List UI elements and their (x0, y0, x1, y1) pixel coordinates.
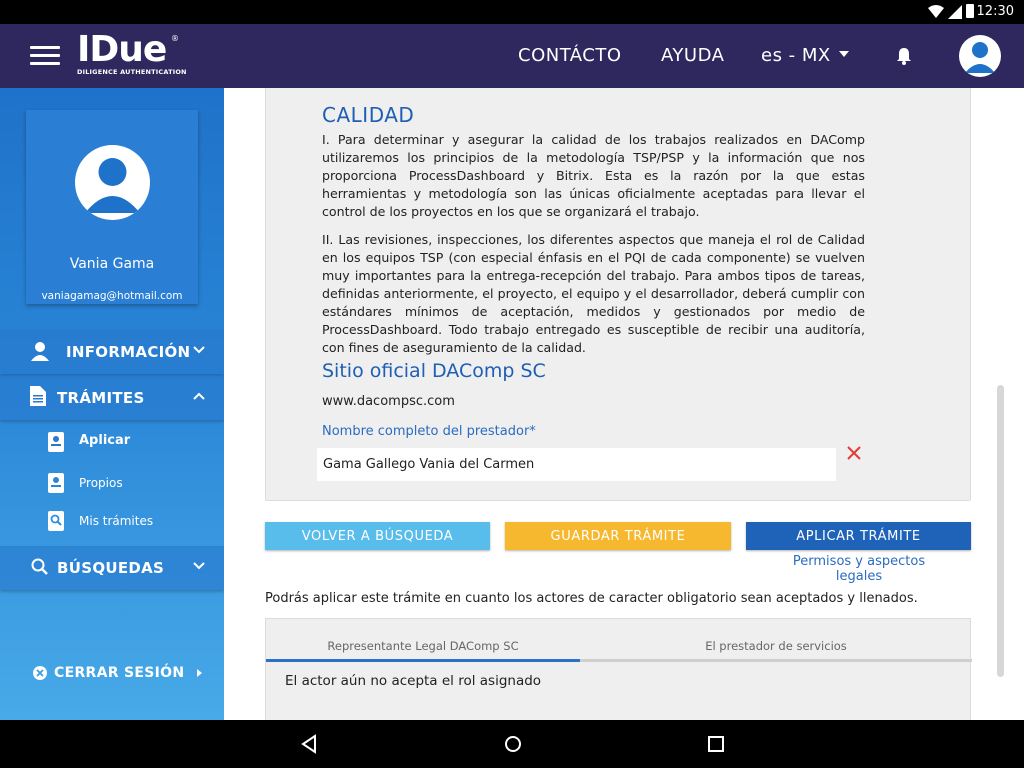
apply-button[interactable]: APLICAR TRÁMITE (746, 522, 971, 550)
nav-ayuda[interactable]: AYUDA (661, 45, 725, 66)
user-icon (75, 145, 150, 220)
main-content (224, 88, 1024, 720)
paragraph-2: II. Las revisiones, inspecciones, los diferentes aspectos que maneja el rol de Calidad en los equipos TSP (con especial énfasis en el PQI de cada componente) se vuelven muy importantes para la entrega-recepción del trabajo. Para ambos tipos de tareas, definidas anteriormente, el proyecto, el equipo y el desarrollador, deberá cumplir con estándares mínimos de aceptación, medidos y gestionados por medio de ProcessDashboard. Todo trabajo entregado es susceptible de recibir una auditoría, con fines de aseguramiento de la calidad. (322, 232, 865, 355)
chevron-right-icon (197, 669, 202, 677)
section-heading: CALIDAD (322, 103, 415, 127)
logo-registered: ® (171, 34, 179, 43)
site-heading: Sitio oficial DAComp SC (322, 360, 546, 382)
profile-name: Vania Gama (69, 256, 155, 272)
search-icon (31, 558, 49, 576)
permisos-link[interactable]: Permisos y aspectos legales (792, 554, 926, 584)
profile-avatar[interactable] (75, 145, 150, 220)
clear-icon[interactable] (846, 445, 862, 461)
tab-message: El actor aún no acepta el rol asignado (285, 673, 542, 689)
sidebar (0, 88, 224, 720)
home-icon[interactable] (503, 734, 523, 754)
badge-icon (47, 473, 65, 493)
document-card (265, 88, 971, 501)
user-icon (959, 35, 1001, 77)
signal-icon (948, 5, 962, 19)
status-time: 12:30 (976, 4, 1014, 19)
close-circle-icon (33, 666, 47, 680)
nav-contacto[interactable]: CONTÁCTO (518, 45, 622, 66)
logo-text: IDue (77, 29, 167, 70)
back-icon[interactable] (299, 734, 319, 754)
site-url: www.dacompsc.com (322, 394, 455, 409)
sidebar-tramites-label: TRÁMITES (57, 389, 145, 407)
scrollbar[interactable] (997, 385, 1004, 677)
language-value: es - MX (761, 45, 831, 66)
sidebar-item-propios[interactable] (0, 465, 224, 501)
sidebar-item-mis-tramites[interactable] (0, 503, 224, 539)
chevron-up-icon (192, 389, 206, 403)
paragraph-1: I. Para determinar y asegurar la calidad de los trabajos realizados en DAComp utilizaremos los principios de la metodología TSP/PSP y la información que nos proporciona ProcessDashboard y Bitrix. Esta es la razón por la que estas herramientas y metodología son las únicas oficialmente aceptadas para llevar el control de los proyectos en los que se organizará el trabajo. (322, 132, 865, 219)
bell-icon[interactable] (894, 46, 914, 66)
save-button[interactable]: GUARDAR TRÁMITE (505, 522, 731, 550)
tab-representante-legal[interactable]: Representante Legal DAComp SC (327, 639, 519, 653)
info-text: Podrás aplicar este trámite en cuanto los actores de caracter obligatorio sean aceptados y llenados. (265, 591, 918, 606)
back-to-search-button[interactable]: VOLVER A BÚSQUEDA (265, 522, 490, 550)
search-document-icon (47, 511, 65, 531)
app-bar (0, 24, 1024, 88)
language-select[interactable] (761, 45, 849, 66)
prestador-name-input[interactable] (317, 448, 836, 481)
caret-down-icon (839, 51, 849, 57)
actors-tabs (265, 618, 971, 720)
sidebar-informacion-label: INFORMACIÓN (66, 343, 191, 361)
logout-label: CERRAR SESIÓN (54, 665, 185, 681)
profile-card (26, 110, 198, 304)
tab-active-indicator (266, 659, 580, 662)
wifi-icon (928, 5, 944, 19)
person-icon (30, 341, 50, 361)
sidebar-section-tramites[interactable] (0, 376, 224, 420)
sidebar-item-aplicar[interactable] (0, 424, 224, 460)
battery-icon (966, 4, 974, 18)
sidebar-busquedas-label: BÚSQUEDAS (57, 559, 165, 577)
app-logo[interactable] (77, 29, 187, 80)
sidebar-item-label: Propios (79, 476, 123, 490)
chevron-down-icon (192, 343, 206, 357)
sidebar-section-informacion[interactable] (0, 330, 224, 374)
sidebar-section-busquedas[interactable] (0, 546, 224, 590)
logo-subtitle: DILIGENCE AUTHENTICATION (77, 68, 187, 76)
logout-button[interactable] (0, 658, 224, 690)
profile-email: vaniagamag@hotmail.com (41, 290, 183, 302)
sidebar-item-label: Aplicar (79, 433, 131, 448)
sidebar-item-label: Mis trámites (79, 514, 154, 528)
system-nav-bar (0, 720, 1024, 768)
recents-icon[interactable] (706, 734, 726, 754)
menu-icon[interactable] (30, 46, 60, 66)
document-icon (30, 386, 46, 406)
chevron-down-icon (192, 559, 206, 573)
prestador-name-label: Nombre completo del prestador* (322, 424, 536, 439)
status-bar (0, 0, 1024, 24)
user-avatar[interactable] (959, 35, 1001, 77)
tab-prestador-servicios[interactable]: El prestador de servicios (705, 639, 847, 653)
badge-icon (47, 432, 65, 452)
